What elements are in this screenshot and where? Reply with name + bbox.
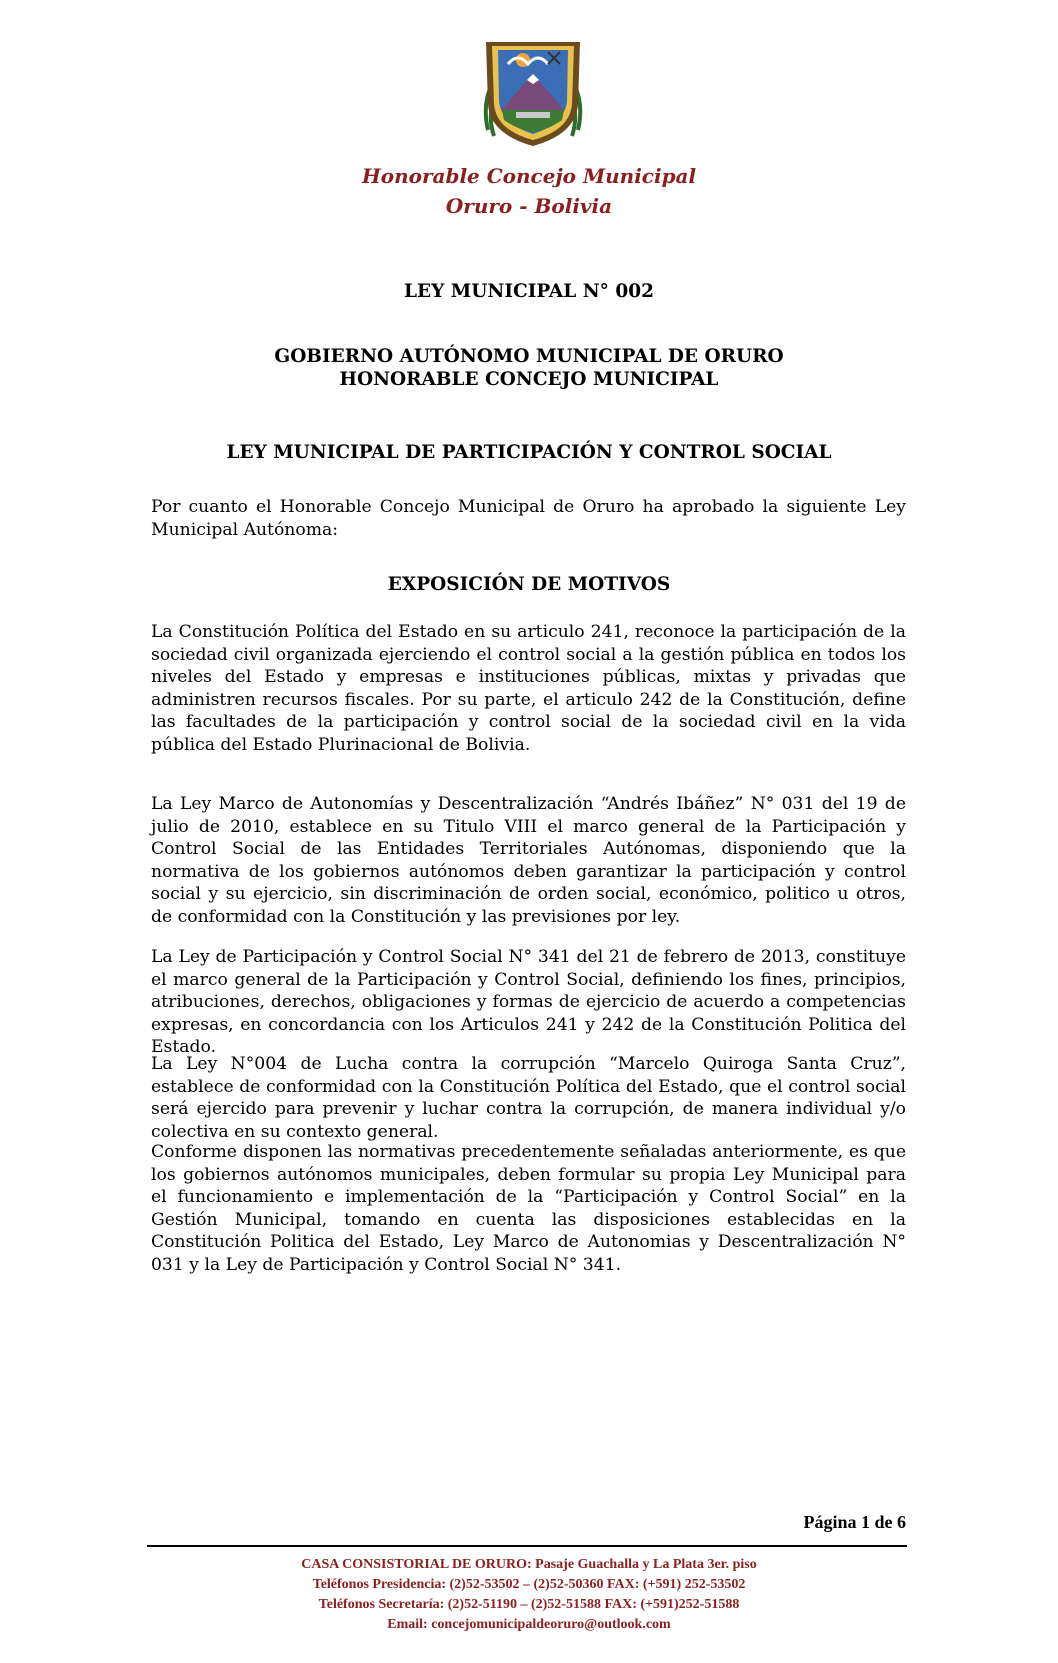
municipal-coat-of-arms-icon bbox=[478, 34, 588, 152]
paragraph-1: La Constitución Política del Estado en su articulo 241, reconoce la participación de la sociedad civil organizada ejerciendo el control social a la gestión pública en todos los niveles del Estado y empresas e instituciones públicas, mixtas y privadas que administren recursos fiscales. Por su parte, el articulo 242 de la Constitución, define las facultades de la participación y control social de la sociedad civil en la vida pública del Estado Plurinacional de Bolivia. bbox=[151, 622, 906, 755]
paragraph-2: La Ley Marco de Autonomías y Descentralización “Andrés Ibáñez” N° 031 del 19 de julio de 2010, establece en su Titulo VIII el marco general de la Participación y Control Social de las Entidades Territoriales Autónomas, disponiendo que la normativa de los gobiernos autónomos deben garantizar la participación y control social y su ejercicio, sin discriminación de orden social, económico, politico u otros, de conformidad con la Constitución y las previsiones por ley. bbox=[151, 794, 906, 927]
paragraph-5: Conforme disponen las normativas precedentemente señaladas anteriormente, es que los gobiernos autónomos municipales, deben formular su propia Ley Municipal para el funcionamiento e implementación de la “Participación y Control Social” en la Gestión Municipal, tomando en cuenta las disposiciones establecidas en la Constitución Politica del Estado, Ley Marco de Autonomias y Descentralización N° 031 y la Ley de Participación y Control Social N° 341. bbox=[151, 1142, 906, 1275]
letterhead-location: Oruro - Bolivia bbox=[445, 194, 613, 218]
council-title: HONORABLE CONCEJO MUNICIPAL bbox=[339, 369, 719, 390]
page-number: Página 1 de 6 bbox=[803, 1512, 906, 1532]
paragraph-3: La Ley de Participación y Control Social N° 341 del 21 de febrero de 2013, constituye el marco general de la Participación y Control Social, definiendo los fines, principios, atribuciones, derechos, obligaciones y formas de ejercicio de acuerdo a competencias expresas, en concordancia con los Articulos 241 y 242 de la Constitución Politica del Estado. bbox=[151, 947, 906, 1058]
intro-paragraph: Por cuanto el Honorable Concejo Municipal de Oruro ha aprobado la siguiente Ley Municipal Autónoma: bbox=[151, 497, 906, 540]
government-title: GOBIERNO AUTÓNOMO MUNICIPAL DE ORURO bbox=[274, 346, 784, 367]
footer-address: CASA CONSISTORIAL DE ORURO: Pasaje Guachalla y La Plata 3er. piso bbox=[301, 1557, 757, 1572]
section-heading: EXPOSICIÓN DE MOTIVOS bbox=[387, 574, 671, 595]
footer-divider bbox=[147, 1545, 907, 1547]
footer-email: Email: concejomunicipaldeoruro@outlook.com bbox=[387, 1617, 671, 1632]
letterhead-institution: Honorable Concejo Municipal bbox=[361, 164, 697, 188]
paragraph-4: La Ley N°004 de Lucha contra la corrupción “Marcelo Quiroga Santa Cruz”, establece de conformidad con la Constitución Política del Estado, que el control social será ejercido para prevenir y luchar contra la corrupción, de manera individual y/o colectiva en su contexto general. bbox=[151, 1054, 906, 1142]
footer-phones-secretary: Teléfonos Secretaría: (2)52-51190 – (2)52-51588 FAX: (+591)252-51588 bbox=[318, 1597, 740, 1612]
law-name-title: LEY MUNICIPAL DE PARTICIPACIÓN Y CONTROL SOCIAL bbox=[226, 442, 832, 463]
law-number-title: LEY MUNICIPAL N° 002 bbox=[404, 281, 654, 302]
footer-phones-presidency: Teléfonos Presidencia: (2)52-53502 – (2)52-50360 FAX: (+591) 252-53502 bbox=[312, 1577, 746, 1592]
